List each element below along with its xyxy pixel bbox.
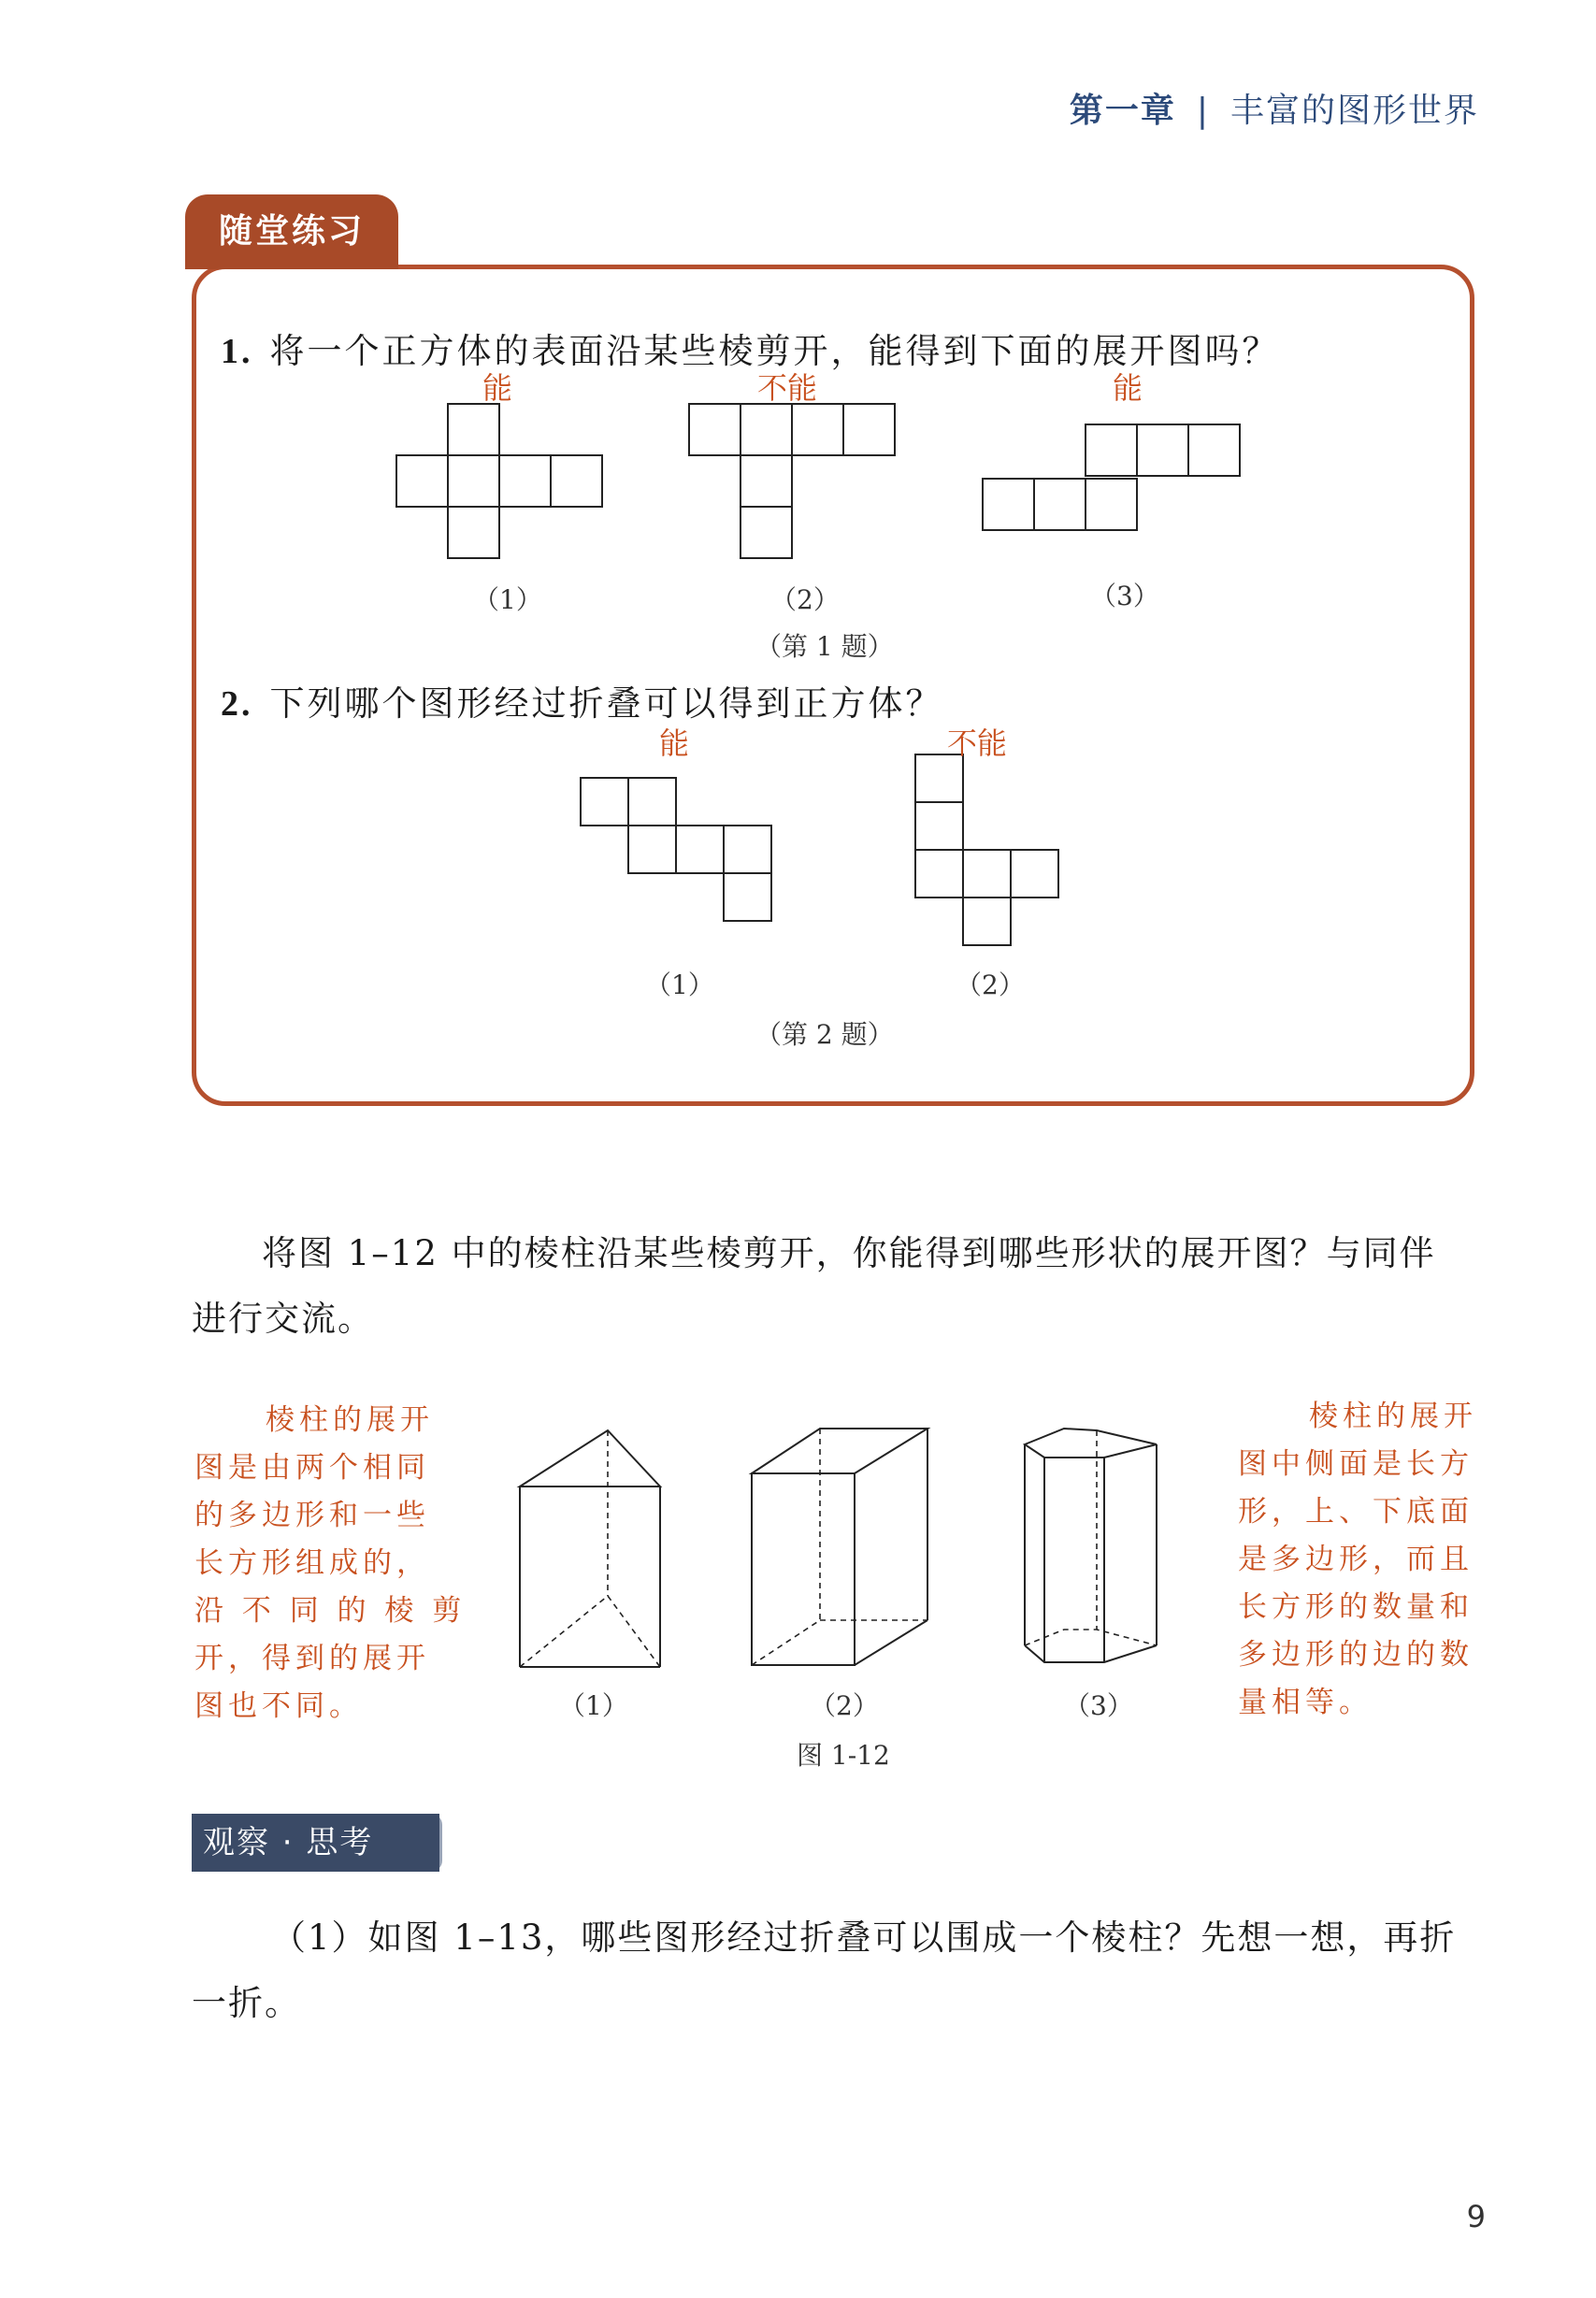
chapter-title: 丰富的图形世界 (1229, 92, 1479, 130)
right-note-line: 长方形的数量和 (1238, 1590, 1474, 1624)
chapter-number: 第一章 (1069, 92, 1176, 130)
q1-label-1: （1） (473, 584, 542, 615)
prism-figures (0, 1402, 1596, 1683)
body-para-line-1: 将图 1–12 中的棱柱沿某些棱剪开，你能得到哪些形状的展开图？与同伴 (262, 1233, 1436, 1273)
left-note-line: 图是由两个相同 (194, 1451, 430, 1485)
right-note-line: 量相等。 (1238, 1686, 1373, 1719)
q2-label-1: （1） (645, 969, 714, 1000)
question-2-text: 下列哪个图形经过折叠可以得到正方体？ (269, 683, 943, 724)
right-note-line: 是多边形，而且 (1238, 1543, 1474, 1576)
q2-net-1 (581, 778, 771, 921)
pentagonal-prism (1025, 1429, 1157, 1662)
rectangular-prism (752, 1429, 927, 1665)
left-note-line: 长方形组成的， (194, 1546, 430, 1580)
left-note-line: 棱柱的展开 (266, 1403, 434, 1437)
fig12-label-1: （1） (559, 1690, 628, 1721)
q1-net-3 (983, 424, 1240, 530)
observe-tab: 观察 · 思考 (192, 1814, 439, 1872)
page-number: 9 (1466, 2199, 1486, 2234)
q2-label-2: （2） (956, 969, 1025, 1000)
right-note-line: 棱柱的展开 (1309, 1400, 1477, 1433)
left-note-line: 沿 不 同 的 棱 剪 (194, 1594, 467, 1628)
q1-answer-2: 不能 (757, 370, 818, 406)
triangular-prism (520, 1430, 660, 1667)
q1-label-2: （2） (770, 584, 840, 615)
q2-net-2 (915, 754, 1058, 945)
right-note-line: 形，上、下底面 (1238, 1495, 1474, 1529)
question-2-number: 2. (221, 684, 253, 724)
q1-caption: （第 1 题） (755, 631, 894, 662)
fig12-label-2: （2） (810, 1690, 879, 1721)
observe-line-2: 一折。 (192, 1983, 301, 2023)
right-note-line: 多边形的边的数 (1238, 1638, 1474, 1672)
left-note-line: 开，得到的展开 (194, 1642, 430, 1675)
question-1-text: 将一个正方体的表面沿某些棱剪开，能得到下面的展开图吗？ (269, 331, 1280, 371)
practice-tab: 随堂练习 (185, 194, 398, 269)
body-para-line-2: 进行交流。 (192, 1299, 374, 1339)
q1-net-2 (689, 404, 895, 558)
question-2 (221, 675, 943, 725)
fig12-label-3: （3） (1064, 1690, 1133, 1721)
fig12-caption: 图 1-12 (797, 1740, 890, 1771)
q2-caption: （第 2 题） (755, 1019, 894, 1050)
q1-net-1 (396, 404, 602, 558)
q1-label-3: （3） (1090, 581, 1159, 611)
q1-nets (0, 0, 1596, 1122)
q1-answer-1: 能 (482, 370, 513, 406)
q1-answer-3: 能 (1113, 370, 1143, 406)
observe-line-1: （1）如图 1–13，哪些图形经过折叠可以围成一个棱柱？先想一想，再折 (271, 1917, 1457, 1958)
question-1-number: 1. (221, 332, 253, 371)
left-note-line: 的多边形和一些 (194, 1499, 430, 1532)
right-note-line: 图中侧面是长方 (1238, 1447, 1474, 1481)
left-note-line: 图也不同。 (194, 1689, 363, 1723)
q2-answer-2: 不能 (947, 725, 1008, 761)
q2-answer-1: 能 (659, 725, 690, 761)
header-separator: | (1196, 92, 1210, 130)
